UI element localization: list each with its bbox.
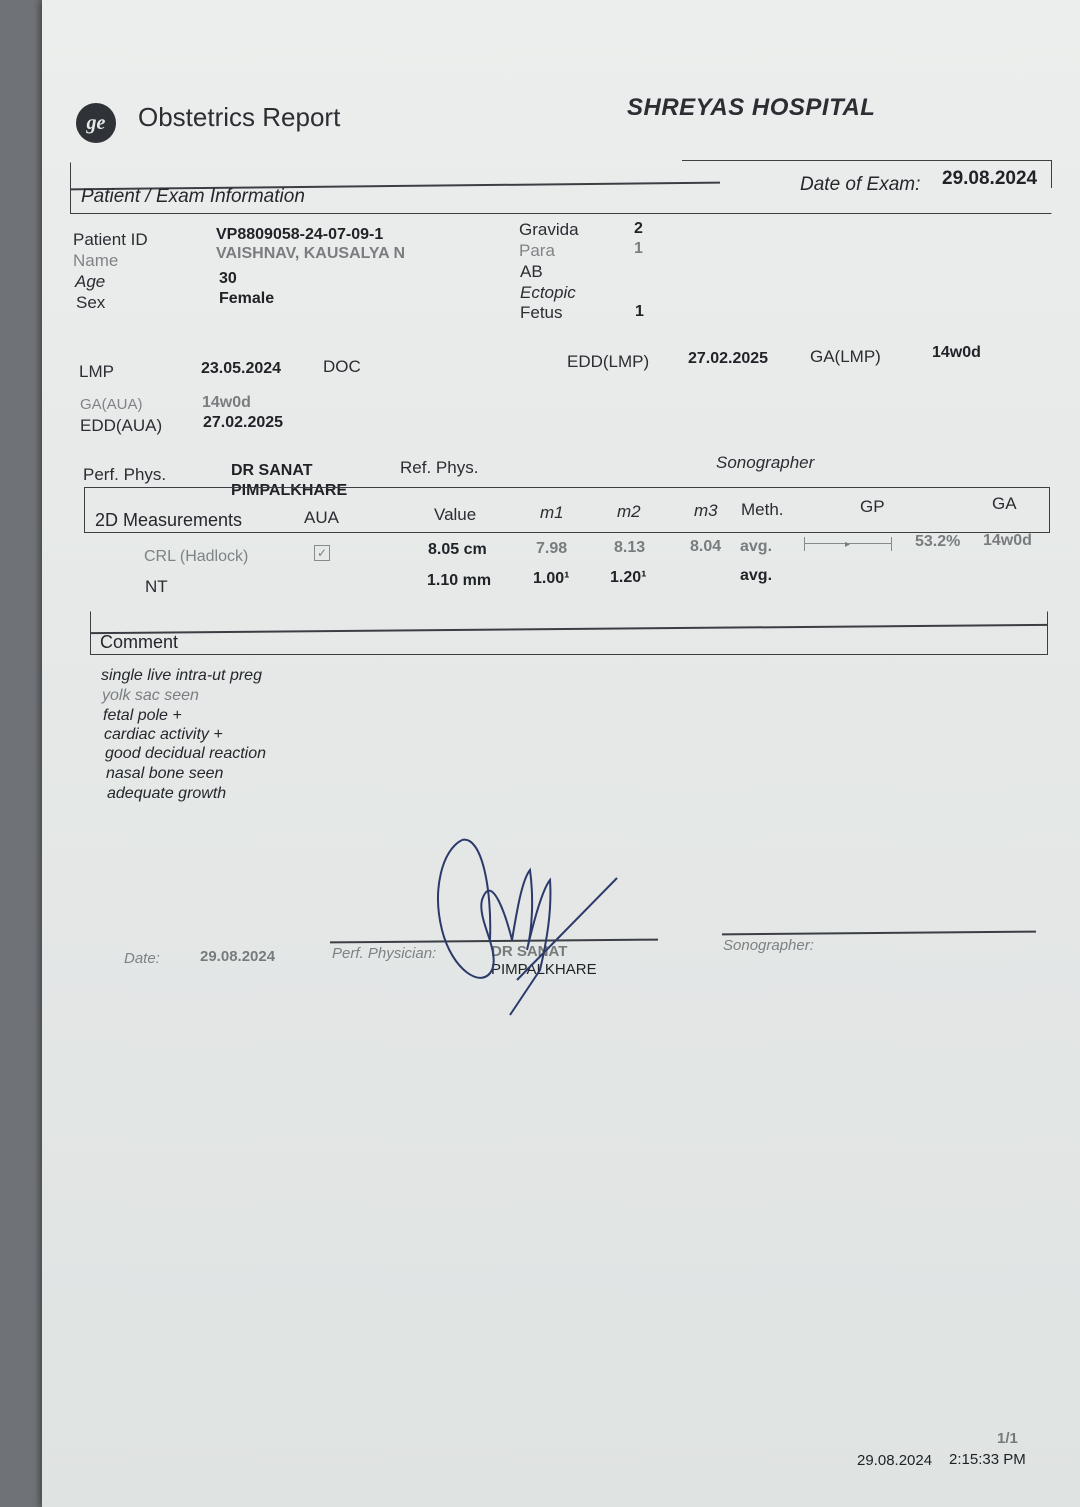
edd-aua-value: 27.02.2025 — [203, 414, 284, 431]
gravida-label: Gravida — [519, 220, 579, 239]
patient-info-heading: Patient / Exam Information — [81, 186, 305, 207]
ectopic-label: Ectopic — [520, 283, 576, 302]
footer-perf-physician-2: PIMPALKHARE — [491, 961, 597, 978]
comment-line-4: cardiac activity + — [104, 726, 223, 743]
para-label: Para — [519, 241, 555, 260]
para-value: 1 — [634, 240, 643, 257]
footer-perf-physician-label: Perf. Physician: — [332, 945, 437, 962]
col-m2: m2 — [617, 502, 641, 521]
name-value: VAISHNAV, KAUSALYA N — [216, 245, 406, 262]
edd-aua-label: EDD(AUA) — [80, 416, 163, 435]
comment-line-1: single live intra-ut preg — [101, 667, 262, 684]
col-m1: m1 — [540, 503, 564, 522]
perf-phys-name-2: PIMPALKHARE — [231, 482, 348, 499]
printed-date: 29.08.2024 — [857, 1452, 933, 1469]
col-ga: GA — [992, 494, 1017, 513]
sex-label: Sex — [76, 293, 106, 312]
fetus-value: 1 — [635, 303, 644, 320]
gravida-value: 2 — [634, 220, 643, 237]
name-label: Name — [73, 251, 119, 270]
table-row-nt-m2: 1.20¹ — [610, 569, 647, 586]
age-value: 30 — [219, 270, 237, 287]
ab-label: AB — [520, 262, 543, 281]
hospital-name: SHREYAS HOSPITAL — [627, 94, 876, 121]
comment-line-2: yolk sac seen — [102, 687, 199, 704]
date-of-exam-value: 29.08.2024 — [942, 168, 1038, 189]
col-gp: GP — [860, 497, 885, 516]
gp-range-bar: ▸ — [804, 537, 892, 551]
table-row-crl-gp: 53.2% — [915, 533, 961, 550]
ref-phys-label: Ref. Phys. — [400, 458, 479, 477]
edd-lmp-label: EDD(LMP) — [567, 352, 650, 371]
printed-time: 2:15:33 PM — [949, 1451, 1026, 1468]
patient-id-label: Patient ID — [73, 230, 148, 249]
col-m3: m3 — [694, 501, 718, 520]
footer-date-value: 29.08.2024 — [200, 948, 276, 965]
lmp-value: 23.05.2024 — [201, 360, 282, 377]
edd-lmp-value: 27.02.2025 — [688, 350, 769, 367]
table-row-nt-m1: 1.00¹ — [533, 570, 570, 587]
ga-aua-value: 14w0d — [202, 394, 251, 411]
comment-line-3: fetal pole + — [103, 707, 182, 724]
comment-line-6: nasal bone seen — [106, 765, 224, 782]
ga-lmp-value: 14w0d — [932, 344, 981, 361]
patient-id-value: VP8809058-24-07-09-1 — [216, 226, 384, 243]
table-row-crl-meth: avg. — [740, 538, 773, 555]
table-row-crl-ga: 14w0d — [983, 532, 1032, 549]
comment-header-box — [90, 611, 1048, 655]
measurements-heading: 2D Measurements — [95, 510, 243, 530]
ge-logo-icon: ge — [76, 103, 116, 143]
lmp-label: LMP — [79, 362, 114, 381]
footer-sonographer-label: Sonographer: — [723, 937, 814, 954]
handwritten-signature — [422, 830, 622, 1020]
table-row-nt-value: 1.10 mm — [427, 572, 492, 589]
table-row-crl-m2: 8.13 — [614, 539, 646, 556]
perf-phys-label: Perf. Phys. — [83, 465, 167, 484]
ga-aua-label: GA(AUA) — [80, 396, 143, 413]
table-row-crl-value: 8.05 cm — [428, 541, 487, 558]
footer-perf-physician-1: DR SANAT — [491, 943, 568, 960]
date-of-exam-label: Date of Exam: — [800, 174, 921, 195]
comment-line-5: good decidual reaction — [105, 745, 267, 762]
sonographer-label: Sonographer — [716, 453, 815, 472]
doc-label: DOC — [323, 357, 361, 376]
footer-date-label: Date: — [124, 950, 160, 967]
col-meth: Meth. — [741, 500, 784, 519]
table-row-crl-m3: 8.04 — [690, 538, 722, 555]
table-row-crl-m1: 7.98 — [536, 540, 568, 557]
page-number: 1/1 — [997, 1430, 1018, 1447]
col-aua: AUA — [304, 508, 339, 527]
perf-phys-name-1: DR SANAT — [231, 462, 313, 479]
aua-checkbox-icon: ✓ — [314, 545, 330, 561]
comment-line-7: adequate growth — [107, 785, 227, 802]
table-row-nt-name: NT — [145, 577, 168, 596]
age-label: Age — [75, 272, 106, 291]
fetus-label: Fetus — [520, 303, 563, 322]
report-page — [42, 0, 1080, 1507]
col-value: Value — [434, 505, 477, 524]
comment-heading: Comment — [100, 632, 179, 652]
table-row-crl-name: CRL (Hadlock) — [144, 548, 249, 565]
table-row-nt-meth: avg. — [740, 567, 773, 584]
sonographer-signature-line — [722, 931, 1036, 935]
ga-lmp-label: GA(LMP) — [810, 347, 881, 366]
report-title: Obstetrics Report — [138, 102, 341, 132]
sex-value: Female — [219, 290, 275, 307]
